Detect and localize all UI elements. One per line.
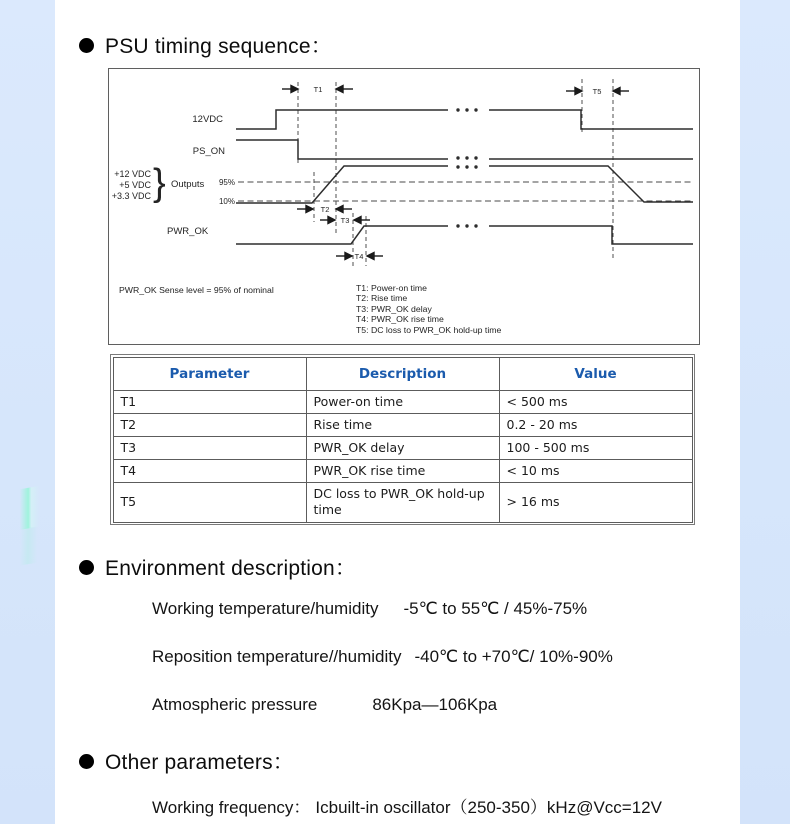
label-outputs: Outputs	[171, 179, 205, 190]
label-10-percent: 10%	[218, 197, 235, 206]
timing-parameter-table-wrapper	[110, 354, 695, 525]
label-ps-on: PS_ON	[192, 146, 225, 157]
env-row-reposition-temp	[152, 647, 613, 667]
cell-value: 0.2 - 20 ms	[499, 413, 692, 436]
cell-value: 100 - 500 ms	[499, 436, 692, 459]
other-value: Icbuilt-in oscillator（250-350）kHz@Vcc=12V	[315, 798, 662, 817]
cell-parameter: T4	[113, 459, 306, 482]
legend-line-t5: T5: DC loss to PWR_OK hold-up time	[356, 325, 502, 335]
cell-parameter: T5	[113, 482, 306, 522]
cell-description: PWR_OK delay	[306, 436, 499, 459]
cell-parameter: T3	[113, 436, 306, 459]
label-12vdc: 12VDC	[192, 114, 223, 125]
other-row-working-frequency	[152, 793, 662, 818]
environment-section-title: Environment description：	[105, 557, 357, 580]
label-rail-5v: +5 VDC	[119, 180, 151, 190]
legend-line-t2: T2: Rise time	[356, 293, 408, 303]
label-pwr-ok: PWR_OK	[167, 226, 209, 237]
brace-glyph: }	[153, 162, 166, 204]
t1-marker-label: T1	[313, 85, 323, 94]
timing-waveform-svg	[109, 69, 699, 344]
sense-level-note: PWR_OK Sense level = 95% of nominal	[119, 285, 274, 295]
label-rail-12v: +12 VDC	[114, 169, 151, 179]
legend-line-t4: T4: PWR_OK rise time	[356, 314, 444, 324]
t3-marker-label: T3	[340, 216, 350, 225]
cell-value: < 10 ms	[499, 459, 692, 482]
header-parameter: Parameter	[113, 357, 306, 390]
table-row	[113, 436, 692, 459]
env-value: -40℃ to +70℃/ 10%-90%	[414, 647, 613, 666]
env-label: Reposition temperature//humidity	[152, 647, 402, 666]
table-row	[113, 390, 692, 413]
env-value: 86Kpa—106Kpa	[372, 695, 498, 714]
bullet-icon	[79, 560, 94, 575]
legend-line-t3: T3: PWR_OK delay	[356, 304, 432, 314]
cell-description: PWR_OK rise time	[306, 459, 499, 482]
timing-parameter-table	[113, 357, 693, 523]
table-row	[113, 482, 692, 522]
legend-line-t1: T1: Power-on time	[356, 283, 427, 293]
waveform-pwr-ok	[236, 226, 693, 244]
header-description: Description	[306, 357, 499, 390]
env-value: -5℃ to 55℃ / 45%-75%	[403, 599, 588, 618]
bullet-icon	[79, 754, 94, 769]
env-row-working-temp	[152, 599, 587, 619]
table-header-row	[113, 357, 692, 390]
cell-description: DC loss to PWR_OK hold-up time	[306, 482, 499, 522]
timing-section-header	[79, 30, 332, 60]
psu-timing-diagram	[108, 68, 700, 345]
t5-marker-label: T5	[592, 87, 602, 96]
header-value: Value	[499, 357, 692, 390]
vertical-dashed-lines	[298, 79, 613, 266]
table-row	[113, 459, 692, 482]
waveform-12vdc	[236, 110, 693, 129]
environment-section-header	[79, 552, 356, 582]
t2-marker-label: T2	[320, 205, 330, 214]
cell-description: Power-on time	[306, 390, 499, 413]
env-label: Atmospheric pressure	[152, 695, 318, 714]
t4-marker-label: T4	[354, 252, 364, 261]
other-label: Working frequency：	[152, 798, 311, 817]
label-rail-3v3: +3.3 VDC	[111, 191, 151, 201]
table-row	[113, 413, 692, 436]
label-95-percent: 95%	[218, 178, 235, 187]
timing-section-title: PSU timing sequence：	[105, 35, 332, 58]
cell-parameter: T1	[113, 390, 306, 413]
cell-value: < 500 ms	[499, 390, 692, 413]
timing-arrows	[282, 86, 629, 260]
cell-value: > 16 ms	[499, 482, 692, 522]
waveform-ps-on	[236, 140, 693, 159]
time-break-dots	[456, 108, 477, 227]
other-params-section-title: Other parameters：	[105, 751, 294, 774]
bullet-icon	[79, 38, 94, 53]
cell-description: Rise time	[306, 413, 499, 436]
cell-parameter: T2	[113, 413, 306, 436]
env-label: Working temperature/humidity	[152, 599, 379, 618]
other-params-section-header	[79, 746, 294, 776]
env-row-atmospheric-pressure	[152, 695, 497, 715]
waveform-outputs	[236, 166, 693, 203]
